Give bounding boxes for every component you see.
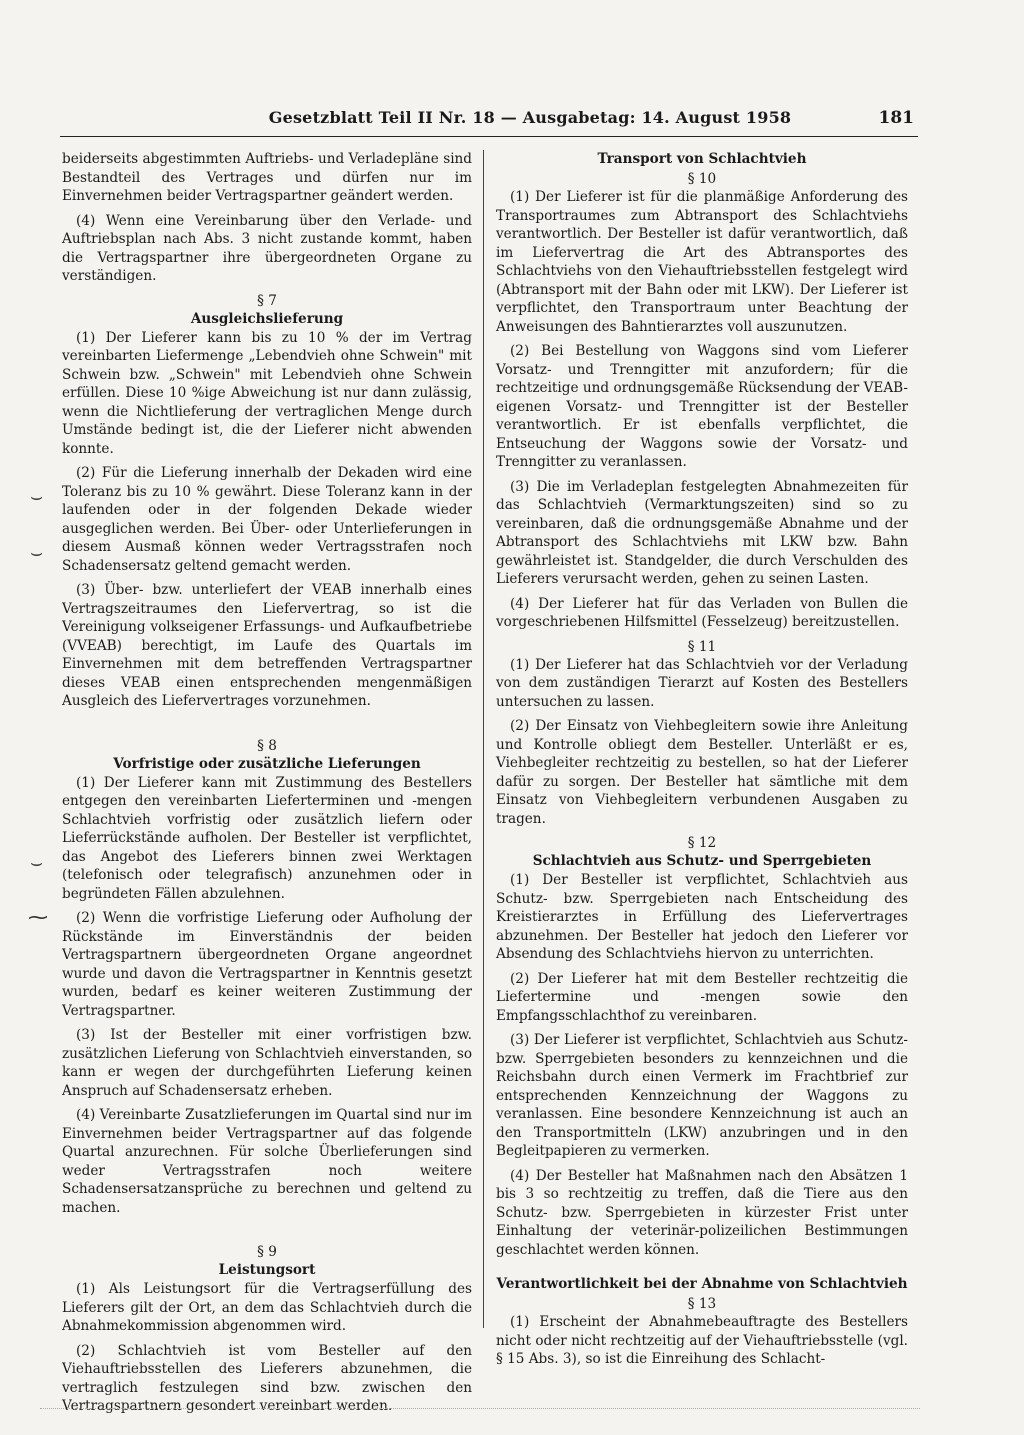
paragraph: (1) Der Lieferer kann mit Zustimmung des Bestellers entgegen den vereinbarten Lieferterminen und -mengen Schlachtvieh vorfristig oder zusätzlich liefern oder Lieferrückstände aufholen. Der Besteller ist verpflichtet, das Angebot des Lieferers binnen zwei Werktagen (telefonisch oder telegrafisch) anzunehmen oder in begründeten Fällen abzulehnen. — [62, 774, 472, 902]
paragraph: (2) Bei Bestellung von Waggons sind vom Lieferer Vorsatz- und Trenngitter mit anzufordern; für die rechtzeitige und ordnungsgemäße Rücksendung der VEAB-eigenen Vorsatz- und Trenngitter ist der Besteller verantwortlich. Er ist ebenfalls verpflichtet, die Entseuchung der Waggons sowie der Vorsatz- und Trenngitter zu veranlassen. — [496, 343, 908, 470]
paragraph: (4) Wenn eine Vereinbarung über den Verlade- und Auftriebsplan nach Abs. 3 nicht zustande kommt, haben die Vertragspartner ihre übergeordneten Organe zu verständigen. — [62, 212, 472, 284]
section-title: Schlachtvieh aus Schutz- und Sperrgebieten — [532, 853, 872, 869]
continued-paragraph: beiderseits abgestimmten Auftriebs- und Verladepläne sind Bestandteil des Vertrages und dürfen nur im Einvernehmen beider Vertragspartner geändert werden. — [62, 151, 472, 204]
section-number: § 9 — [257, 1244, 277, 1260]
paragraph: (2) Schlachtvieh ist vom Besteller auf den Viehauftriebsstellen des Lieferers abzunehmen, die vertraglich festzulegen sind bzw. zwischen den Vertragspartnern gesondert vereinbart werden. — [62, 1342, 472, 1414]
paragraph: (3) Über- bzw. unterliefert der VEAB innerhalb eines Vertragszeitraumes den Liefervertrag, so ist die Vereinigung volkseigener Erfassungs- und Aufkaufbetriebe (VVEAB) berechtigt, im Laufe des Quartals im Einvernehmen mit dem betreffenden Vertragspartner dieses VEAB einen entsprechenden mengenmäßigen Ausgleich des Liefervertrages vorzunehmen. — [62, 582, 472, 709]
paragraph: (3) Der Lieferer ist verpflichtet, Schlachtvieh aus Schutz- bzw. Sperrgebieten besonders zu kennzeichnen und die Reichsbahn durch einen Vermerk im Frachtbrief zur entsprechenden Kennzeichnung der Waggons zu veranlassen. Eine besondere Kennzeichnung ist auch an den Transportmitteln (LKW) anzubringen und in den Begleitpapieren zu vermerken. — [496, 1032, 908, 1159]
margin-check-mark-icon: ⌣ — [30, 850, 44, 874]
section-title: Vorfristige oder zusätzliche Lieferungen — [113, 755, 421, 772]
page-header — [60, 108, 918, 137]
section-title: Ausgleichslieferung — [190, 310, 344, 327]
right-column — [496, 150, 908, 1375]
paragraph: (1) Der Lieferer kann bis zu 10 % der im Vertrag vereinbarten Liefermenge „Lebendvieh ohne Schwein" mit Schwein bzw. „Schwein" mit Lebendvieh ohne Schwein erfüllen. Diese 10 %ige Abweichung ist nur dann zulässig, wenn die Nichtlieferung der vertraglichen Menge durch Umstände bedingt ist, die der Lieferer nicht abwenden konnte. — [62, 329, 472, 457]
paragraph: (2) Der Einsatz von Viehbegleitern sowie ihre Anleitung und Kontrolle obliegt dem Besteller. Unterläßt er es, Viehbegleiter rechtzeitig zu bestellen, so hat der Lieferer dafür zu sorgen. Der Besteller hat sämtliche mit dem Einsatz von Viehbegleitern verbundenen Ausgaben zu tragen. — [496, 718, 908, 827]
margin-dash-mark-icon: ⁓ — [28, 905, 48, 929]
paragraph: (1) Der Lieferer hat das Schlachtvieh vor der Verladung von dem zuständigen Tierarzt auf Kosten des Bestellers untersuchen zu lassen. — [496, 656, 908, 710]
paragraph: (1) Als Leistungsort für die Vertragserfüllung des Lieferers gilt der Ort, an dem das Schlachtvieh durch die Abnahmekommission abgenommen wird. — [62, 1281, 472, 1334]
paragraph: (1) Erscheint der Abnahmebeauftragte des Bestellers nicht oder nicht rechtzeitig auf der Viehauftriebsstelle (vgl. § 15 Abs. 3), so ist die Einreihung des Schlacht- — [496, 1314, 908, 1367]
gazette-title: Gesetzblatt Teil II Nr. 18 — Ausgabetag: 14. August 1958 — [268, 108, 792, 127]
left-column — [62, 150, 472, 1422]
paragraph: (4) Der Lieferer hat für das Verladen von Bullen die vorgeschriebenen Hilfsmittel (Fesselzeug) bereitzustellen. — [496, 595, 908, 630]
column-divider — [483, 150, 484, 1328]
paragraph: (1) Der Besteller ist verpflichtet, Schlachtvieh aus Schutz- bzw. Sperrgebieten nach Entscheidung des Kreistierarztes in Erfüllung des Liefervertrages abzunehmen. Der Besteller hat jedoch den Lieferer vor Absendung des Schlachtviehs hiervon zu unterrichten. — [496, 872, 908, 962]
margin-check-mark-icon: ⌣ — [30, 540, 44, 564]
paragraph: (4) Vereinbarte Zusatzlieferungen im Quartal sind nur im Einvernehmen beider Vertragspartner auf das folgende Quartal anzurechnen. Für solche Überlieferungen sind weder Vertragsstrafen noch weitere Schadensersatzansprüche zu berechnen und geltend zu machen. — [62, 1107, 472, 1216]
paragraph: (2) Für die Lieferung innerhalb der Dekaden wird eine Toleranz bis zu 10 % gewährt. Diese Toleranz kann in der laufenden oder in der folgenden Dekade wieder ausgeglichen werden. Bei Über- oder Unterlieferungen in diesem Ausmaß können weder Vertragsstrafen noch Schadensersatz geltend gemacht werden. — [62, 465, 472, 574]
section-number: § 7 — [257, 292, 277, 309]
paragraph: (2) Wenn die vorfristige Lieferung oder Aufholung der Rückstände im Einverständnis der beiden Vertragspartnern übergeordneten Organe angeordnet wurde und davon die Vertragspartner in Kenntnis gesetzt wurden, bedarf es keiner weiteren Zustimmung der Vertragspartner. — [62, 910, 472, 1019]
section-number: § 8 — [257, 737, 277, 754]
section-number: § 13 — [687, 1296, 717, 1312]
section-number: § 10 — [687, 171, 717, 187]
paragraph: (4) Der Besteller hat Maßnahmen nach den Absätzen 1 bis 3 so rechtzeitig zu treffen, daß die Tiere aus den Schutz- bzw. Sperrgebieten in kürzester Frist unter Einhaltung der veterinär-polizeilichen Bestimmungen geschlachtet werden können. — [496, 1167, 908, 1258]
paragraph: (3) Ist der Besteller mit einer vorfristigen bzw. zusätzlichen Lieferung von Schlachtvieh einverstanden, so kann er wegen der durchgeführten Lieferung keinen Anspruch auf Schadensersatz erheben. — [62, 1027, 472, 1099]
paragraph: (2) Der Lieferer hat mit dem Besteller rechtzeitig die Liefertermine und -mengen sowie den Empfangsschlachthof zu vereinbaren. — [496, 970, 908, 1024]
paragraph: (3) Die im Verladeplan festgelegten Abnahmezeiten für das Schlachtvieh (Vermarktungszeiten) sind so zu vereinbaren, daß die ordnungsgemäße Abnahme und der Abtransport des Schlachtviehs mit LKW bzw. Bahn gewährleistet ist. Standgelder, die durch Verschulden des Lieferers verursacht werden, gehen zu seinen Lasten. — [496, 478, 908, 587]
paragraph: (1) Der Lieferer ist für die planmäßige Anforderung des Transportraumes zum Abtransport des Schlachtviehs verantwortlich. Der Besteller ist dafür verantwortlich, daß im Liefervertrag die Art des Abtransportes des Schlachtviehs von den Viehauftriebsstellen festgelegt wird (Abtransport mit der Bahn oder mit LKW). Der Lieferer ist verpflichtet, den Transportraum unter Beachtung der Anweisungen des Bahntierarztes voll auszunutzen. — [496, 189, 908, 335]
margin-check-mark-icon: ⌣ — [30, 484, 44, 508]
section-title: Verantwortlichkeit bei der Abnahme von Schlachtvieh — [496, 1276, 908, 1292]
section-title: Leistungsort — [218, 1262, 316, 1278]
section-number: § 11 — [687, 638, 717, 655]
page-number: 181 — [878, 108, 914, 128]
bottom-edge — [40, 1408, 920, 1410]
section-number: § 12 — [687, 835, 717, 851]
section-title: Transport von Schlachtvieh — [597, 151, 807, 167]
